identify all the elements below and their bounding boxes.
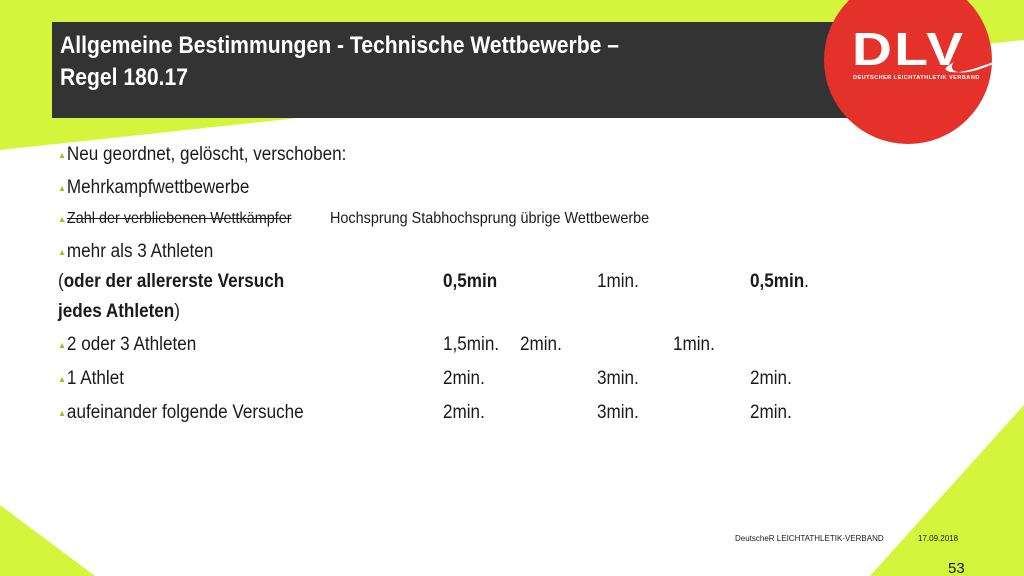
row-value: 3min. bbox=[597, 402, 639, 423]
row-label-continued: jedes Athleten) bbox=[58, 301, 180, 322]
row-value: 0,5min bbox=[443, 271, 498, 292]
row-value: 1min. bbox=[673, 334, 715, 355]
row-value: 3min. bbox=[597, 368, 639, 389]
footer-date: 17.09.2018 bbox=[918, 534, 959, 543]
list-item: ▲mehr als 3 Athleten bbox=[58, 241, 214, 262]
struck-text: Zahl der verbliebenen Wettkämpfer bbox=[66, 210, 292, 227]
row-value: 0,5min. bbox=[750, 271, 809, 292]
bullet-icon: ▲ bbox=[58, 182, 67, 193]
list-item: ▲Mehrkampfwettbewerbe bbox=[58, 177, 250, 198]
list-item: ▲1 Athlet bbox=[58, 368, 124, 389]
bullet-icon: ▲ bbox=[58, 339, 67, 350]
dlv-logo-subtitle: DEUTSCHER LEICHTATHLETIK VERBAND bbox=[853, 75, 980, 81]
list-item bbox=[58, 210, 292, 228]
slide-title bbox=[60, 30, 619, 94]
list-item: ▲Neu geordnet, gelöscht, verschoben: bbox=[58, 144, 347, 165]
column-headers: Hochsprung Stabhochsprung übrige Wettbewerbe bbox=[330, 210, 650, 227]
title-line-2: Regel 180.17 bbox=[60, 64, 188, 91]
bullet-icon: ▲ bbox=[58, 373, 67, 384]
row-value: 2min. bbox=[750, 368, 792, 389]
title-bar bbox=[52, 22, 882, 118]
page-number: 53 bbox=[948, 560, 965, 576]
list-item: ▲aufeinander folgende Versuche bbox=[58, 402, 304, 423]
row-value: 2min. bbox=[520, 334, 562, 355]
row-value: 1,5min. bbox=[443, 334, 500, 355]
bullet-icon: ▲ bbox=[58, 213, 67, 224]
row-value: 1min. bbox=[597, 271, 639, 292]
footer-organization: DeutscheR LEICHTATHLETIK-VERBAND bbox=[735, 534, 884, 543]
row-value: 2min. bbox=[443, 368, 485, 389]
dlv-logo-text: DLV bbox=[852, 23, 966, 75]
swoosh-icon bbox=[944, 52, 1016, 76]
list-item: ▲2 oder 3 Athleten bbox=[58, 334, 197, 355]
row-label: (oder der allererste Versuch bbox=[58, 271, 285, 292]
bottom-left-green-triangle bbox=[0, 505, 95, 576]
row-value: 2min. bbox=[443, 402, 485, 423]
bullet-icon: ▲ bbox=[58, 149, 67, 160]
title-line-1: Allgemeine Bestimmungen - Technische Wettbewerbe – bbox=[60, 32, 620, 59]
row-value: 2min. bbox=[750, 402, 792, 423]
bullet-icon: ▲ bbox=[58, 246, 67, 257]
bottom-right-green-triangle bbox=[870, 405, 1024, 576]
bullet-icon: ▲ bbox=[58, 407, 67, 418]
